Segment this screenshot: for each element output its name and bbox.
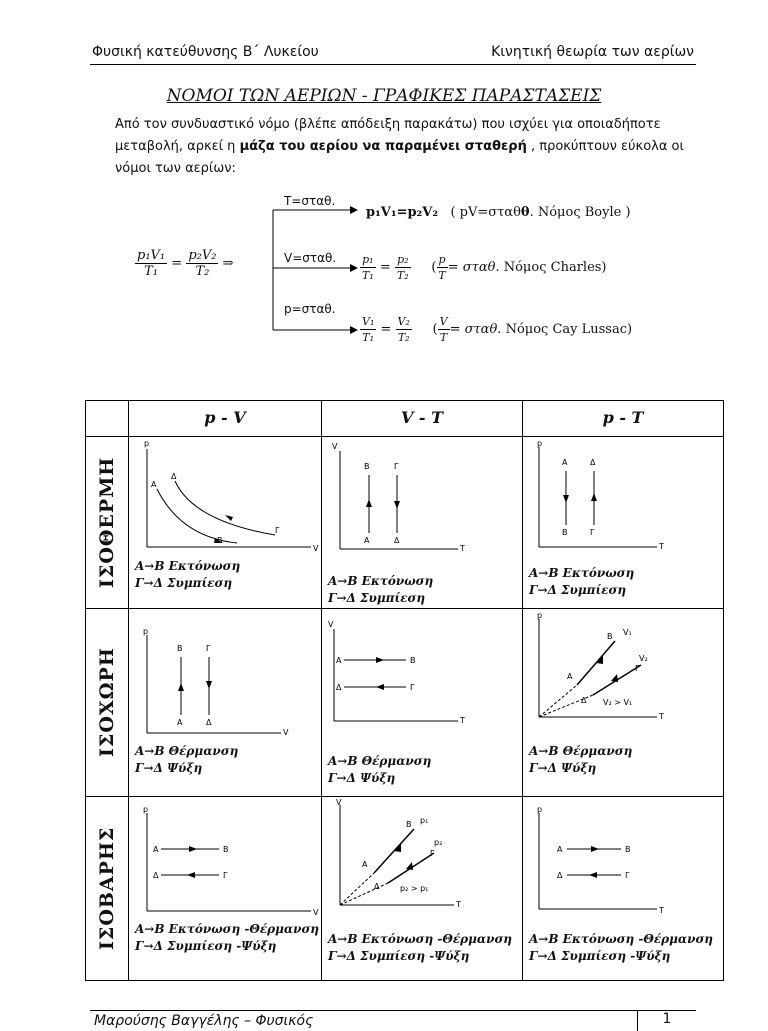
svg-text:T: T: [460, 716, 465, 725]
svg-text:Β: Β: [223, 845, 229, 854]
col-header-pV: p - V: [129, 401, 322, 437]
svg-text:Β: Β: [217, 536, 223, 545]
svg-text:T: T: [659, 906, 664, 915]
footer-author: Μαρούσης Βαγγέλης – Φυσικός: [94, 1013, 314, 1029]
cell-isothermal-pV: [129, 437, 322, 609]
svg-text:T: T: [460, 544, 465, 553]
col-header-VT: V - T: [322, 401, 523, 437]
svg-text:Δ: Δ: [590, 458, 596, 467]
svg-text:V: V: [332, 442, 338, 451]
cell-isobaric-VT: [322, 797, 523, 981]
svg-text:Β: Β: [607, 632, 613, 641]
caption-isochoric-pV: Α→Β Θέρμανση Γ→Δ Ψύξη: [135, 744, 239, 775]
svg-text:p: p: [537, 439, 543, 448]
svg-text:p: p: [143, 805, 149, 814]
cell-isobaric-pT: [523, 797, 724, 981]
svg-text:Α: Α: [151, 480, 157, 489]
svg-text:T: T: [659, 712, 664, 721]
svg-text:Δ: Δ: [394, 536, 400, 545]
intro-text-2: , προκύπτουν εύκολα οι νόμοι των αερίων:: [115, 139, 684, 176]
row-header-isochoric: ΙΣΟΧΩΡΗ: [86, 609, 129, 797]
svg-text:p: p: [537, 805, 543, 814]
charles-condition: V=σταθ.: [284, 251, 337, 265]
svg-text:Α: Α: [562, 458, 568, 467]
gas-laws-table: [85, 400, 724, 981]
svg-text:T: T: [659, 542, 664, 551]
caption-isochoric-VT: Α→Β Θέρμανση Γ→Δ Ψύξη: [328, 754, 432, 785]
svg-text:p: p: [143, 627, 149, 636]
svg-text:Γ: Γ: [590, 528, 595, 537]
svg-text:V: V: [313, 908, 319, 917]
svg-text:V: V: [336, 798, 342, 807]
svg-text:Α: Α: [336, 656, 342, 665]
page-title: ΝΟΜΟΙ ΤΩΝ ΑΕΡΙΩΝ - ΓΡΑΦΙΚΕΣ ΠΑΡΑΣΤΑΣΕΙΣ: [166, 86, 602, 106]
axis-label-p: p: [144, 439, 150, 448]
boyle-condition: T=σταθ.: [284, 194, 336, 208]
svg-text:Α: Α: [153, 845, 159, 854]
svg-text:V: V: [283, 728, 289, 737]
svg-text:Β: Β: [406, 820, 412, 829]
cell-isochoric-VT: [322, 609, 523, 797]
svg-text:Β: Β: [177, 644, 183, 653]
svg-text:Δ: Δ: [374, 882, 380, 891]
svg-text:Γ: Γ: [275, 526, 280, 535]
caption-isothermal-pT: Α→Β Εκτόνωση Γ→Δ Συμπίεση: [529, 566, 635, 597]
cell-isochoric-pV: [129, 609, 322, 797]
gaylussac-law: $\frac{\text{V₁}}{\text{T₁}}$ = $\frac{\text{V₂}}{\text{T₂}}$ ( $\frac{V}{T}$ = σταθ. Νόμος Cay Lussac): [362, 315, 633, 344]
row-header-isothermal: ΙΣΟΘΕΡΜΗ: [86, 437, 129, 609]
cell-isochoric-pT: [523, 609, 724, 797]
corner-cell: [86, 401, 129, 437]
svg-text:p₁: p₁: [420, 816, 429, 825]
cell-isothermal-VT: [322, 437, 523, 609]
svg-text:Β: Β: [410, 656, 416, 665]
svg-text:Α: Α: [557, 845, 563, 854]
svg-text:Γ: Γ: [223, 871, 228, 880]
cell-isobaric-pV: [129, 797, 322, 981]
header-left: Φυσική κατεύθυνσης Β΄ Λυκείου: [92, 44, 319, 60]
header-right: Κινητική θεωρία των αερίων: [491, 44, 694, 60]
caption-isothermal-VT: Α→Β Εκτόνωση Γ→Δ Συμπίεση: [328, 574, 434, 605]
svg-text:Δ: Δ: [336, 683, 342, 692]
svg-text:Γ: Γ: [410, 683, 415, 692]
caption-isothermal-pV: Α→Β Εκτόνωση Γ→Δ Συμπίεση: [135, 559, 241, 590]
intro-text-1: Από τον συνδυαστικό νόμο (βλέπε απόδειξη παρακάτω) που ισχύει για οποιαδήποτε μεταβολή, αρκεί η: [115, 117, 661, 154]
svg-text:Γ: Γ: [394, 462, 399, 471]
svg-text:Δ: Δ: [581, 696, 587, 705]
svg-text:Α: Α: [364, 536, 370, 545]
combined-law: $\frac{\text{p₁V₁}}{\text{T₁}}$ = $\frac{\text{p₂V₂}}{\text{T₂}}$ ⇒: [137, 248, 234, 279]
gaylussac-condition: p=σταθ.: [284, 302, 336, 316]
svg-text:Γ: Γ: [625, 871, 630, 880]
svg-text:Β: Β: [562, 528, 568, 537]
svg-text:Γ: Γ: [635, 664, 640, 673]
svg-text:Γ: Γ: [430, 849, 435, 858]
page-footer: [90, 1010, 696, 1031]
charles-law: $\frac{\text{p₁}}{\text{T₁}}$ = $\frac{\text{p₂}}{\text{T₂}}$ ( $\frac{p}{T}$ = σταθ. Νόμος Charles): [362, 253, 607, 282]
svg-text:V₁: V₁: [623, 628, 632, 637]
cell-isothermal-pT: [523, 437, 724, 609]
axis-label-V: V: [313, 544, 319, 553]
row-header-isobaric: ΙΣΟΒΑΡΗΣ: [86, 797, 129, 981]
svg-text:V: V: [328, 620, 334, 629]
svg-text:Δ: Δ: [206, 718, 212, 727]
svg-text:Α: Α: [177, 718, 183, 727]
boyle-law: p₁V₁=p₂V₂ ( pV=σταθθ. Νόμος Boyle ): [366, 205, 631, 220]
page-number: 1: [637, 1011, 696, 1031]
svg-text:p₂ > p₁: p₂ > p₁: [400, 884, 429, 893]
svg-text:Δ: Δ: [557, 871, 563, 880]
svg-text:V₂: V₂: [639, 654, 648, 663]
svg-text:Β: Β: [364, 462, 370, 471]
svg-text:Α: Α: [567, 672, 573, 681]
caption-isobaric-pT: Α→Β Εκτόνωση -Θέρμανση Γ→Δ Συμπίεση -Ψύξη: [529, 932, 714, 963]
svg-text:Β: Β: [625, 845, 631, 854]
caption-isochoric-pT: Α→Β Θέρμανση Γ→Δ Ψύξη: [529, 744, 633, 775]
svg-text:Δ: Δ: [171, 472, 177, 481]
svg-text:Α: Α: [362, 860, 368, 869]
svg-text:Δ: Δ: [153, 871, 159, 880]
svg-text:p₂: p₂: [434, 838, 443, 847]
svg-text:p: p: [537, 611, 543, 620]
svg-text:Γ: Γ: [206, 644, 211, 653]
svg-text:V₂ > V₁: V₂ > V₁: [603, 698, 633, 707]
svg-text:T: T: [456, 900, 461, 909]
caption-isobaric-pV: Α→Β Εκτόνωση -Θέρμανση Γ→Δ Συμπίεση -Ψύξη: [135, 922, 320, 953]
caption-isobaric-VT: Α→Β Εκτόνωση -Θέρμανση Γ→Δ Συμπίεση -Ψύξη: [328, 932, 513, 963]
intro-bold: μάζα του αερίου να παραμένει σταθερή: [239, 139, 527, 154]
col-header-pT: p - T: [523, 401, 724, 437]
